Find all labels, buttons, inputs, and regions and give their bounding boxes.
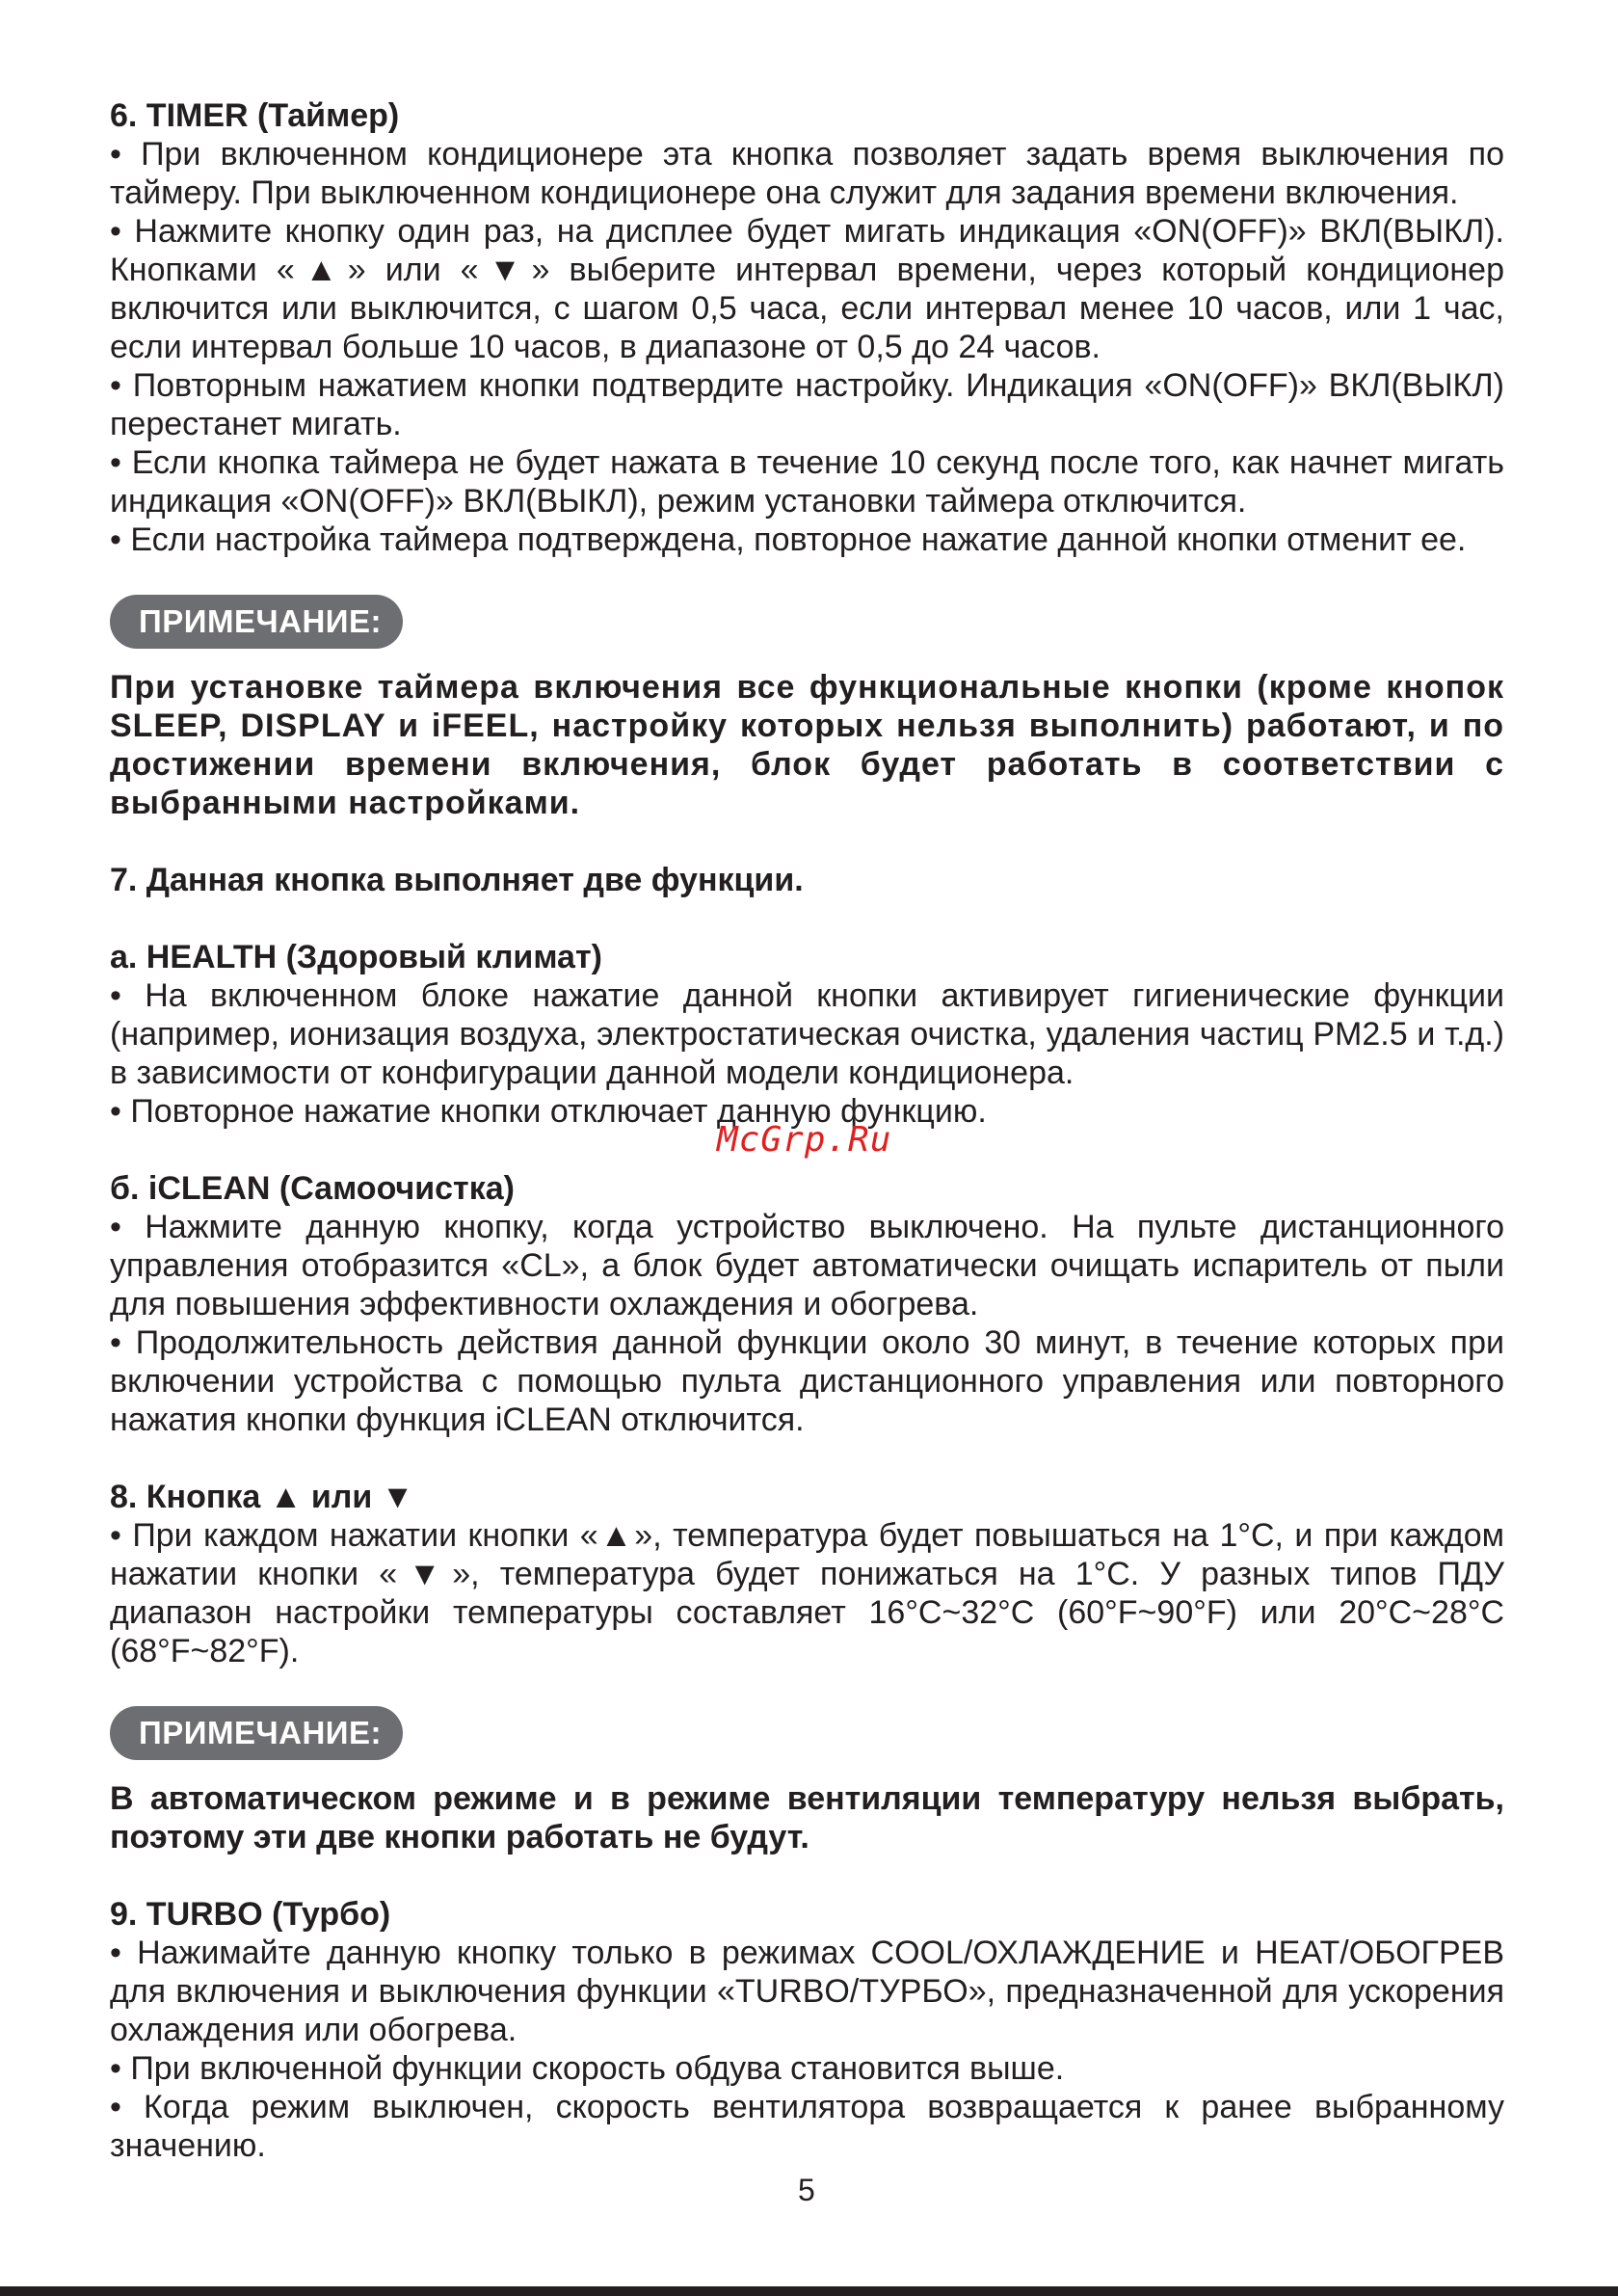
section-6-para-3: • Повторным нажатием кнопки подтвердите настройку. Индикация «ON(OFF)» ВКЛ(ВЫКЛ) перестанет мигать. <box>110 367 1504 442</box>
section-6-title: 6. TIMER (Таймер) <box>110 97 400 134</box>
section-6-para-4: • Если кнопка таймера не будет нажата в течение 10 секунд после того, как начнет мигать индикация «ON(OFF)» ВКЛ(ВЫКЛ), режим установки таймера отключится. <box>110 444 1504 520</box>
section-7-title: 7. Данная кнопка выполняет две функции. <box>110 862 804 898</box>
note-1-label: ПРИМЕЧАНИЕ: <box>110 595 403 649</box>
section-7a-title: а. HEALTH (Здоровый климат) <box>110 939 602 975</box>
section-7b-para-2: • Продолжительность действия данной функции около 30 минут, в течение которых при включении устройства с помощью пульта дистанционного управления или повторного нажатия кнопки функция iCLEAN отключится. <box>110 1324 1504 1438</box>
section-6-para-2: • Нажмите кнопку один раз, на дисплее будет мигать индикация «ON(OFF)» ВКЛ(ВЫКЛ). Кнопками «▲» или «▼» выберите интервал времени, через который кондиционер включится или выключится, с шагом 0,5 часа, если интервал менее 10 часов, или 1 час, если интервал больше 10 часов, в диапазоне от 0,5 до 24 часов. <box>110 213 1504 365</box>
page-number: 5 <box>798 2173 815 2207</box>
bottom-divider <box>0 2286 1618 2296</box>
section-turbo <box>110 1895 1504 2165</box>
note-2-text: В автоматическом режиме и в режиме вентиляции температуру нельзя выбрать, поэтому эти две кнопки работать не будут. <box>110 1780 1504 1855</box>
note-2-label: ПРИМЕЧАНИЕ: <box>110 1706 403 1760</box>
note-1 <box>110 595 1504 822</box>
section-timer <box>110 96 1504 559</box>
section-9-para-3: • Когда режим выключен, скорость вентилятора возвращается к ранее выбранному значению. <box>110 2089 1504 2164</box>
section-7b-title: б. iCLEAN (Самоочистка) <box>110 1170 515 1207</box>
section-9-para-2: • При включенной функции скорость обдува становится выше. <box>110 2050 1065 2087</box>
note-1-text: При установке таймера включения все функциональные кнопки (кроме кнопок SLEEP, DISPLAY и iFEEL, настройку которых нельзя выполнить) работают, и по достижении времени включения, блок будет работать в соответствии с выбранными настройками. <box>110 669 1504 821</box>
section-6-para-1: • При включенном кондиционере эта кнопка позволяет задать время выключения по таймеру. При выключенном кондиционере она служит для задания времени включения. <box>110 136 1504 211</box>
section-7b-para-1: • Нажмите данную кнопку, когда устройство выключено. На пульте дистанционного управления отобразится «CL», а блок будет автоматически очищать испаритель от пыли для повышения эффективности охлаждения и обогрева. <box>110 1209 1504 1322</box>
section-7a-para-2: • Повторное нажатие кнопки отключает данную функцию. <box>110 1093 987 1130</box>
section-9-title: 9. TURBO (Турбо) <box>110 1896 391 1933</box>
section-6-para-5: • Если настройка таймера подтверждена, повторное нажатие данной кнопки отменит ее. <box>110 521 1467 558</box>
section-8-para-1: • При каждом нажатии кнопки «▲», температура будет повышаться на 1°C, и при каждом нажатии кнопки «▼», температура будет понижаться на 1°C. У разных типов ПДУ диапазон настройки температуры составляет 16°C~32°C (60°F~90°F) или 20°C~28°C (68°F~82°F). <box>110 1517 1504 1669</box>
section-8 <box>110 1478 1504 1670</box>
watermark: McGrp.Ru <box>717 1120 892 1160</box>
section-9-para-1: • Нажимайте данную кнопку только в режимах COOL/ОХЛАЖДЕНИЕ и HEAT/ОБОГРЕВ для включения и выключения функции «TURBO/ТУРБО», предназначенной для ускорения охлаждения или обогрева. <box>110 1935 1504 2048</box>
section-8-title: 8. Кнопка ▲ или ▼ <box>110 1479 414 1515</box>
section-7a-para-1: • На включенном блоке нажатие данной кнопки активирует гигиенические функции (например, ионизация воздуха, электростатическая очистка, удаления частиц PM2.5 и т.д.) в зависимости от конфигурации данной модели кондиционера. <box>110 977 1504 1091</box>
note-2 <box>110 1706 1504 1856</box>
